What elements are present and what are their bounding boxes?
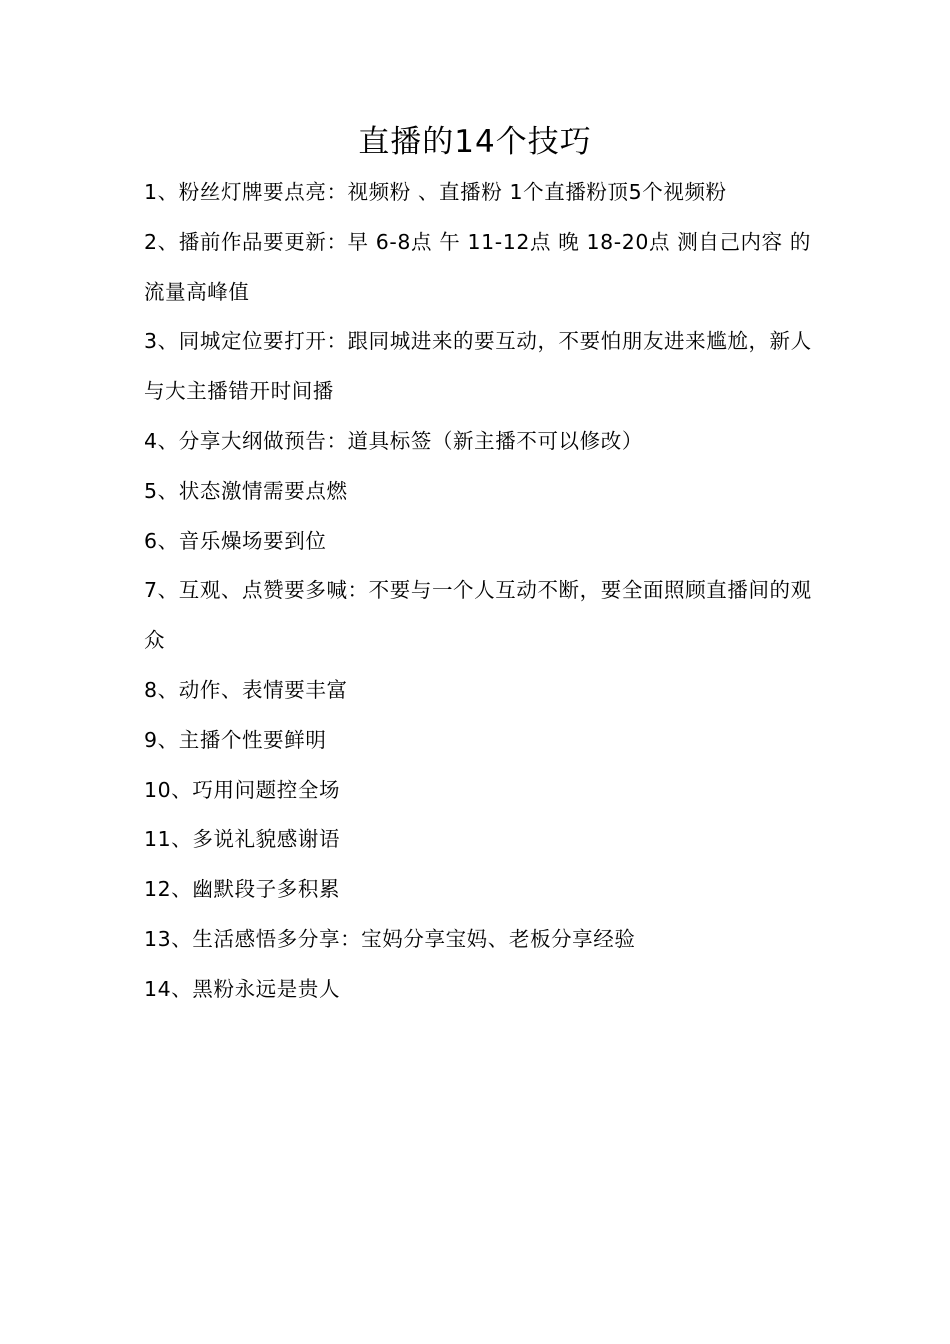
tip-item-8: 8、动作、表情要丰富 [144, 677, 348, 702]
tip-item-13: 13、生活感悟多分享：宝妈分享宝妈、老板分享经验 [144, 926, 636, 951]
tip-item-1: 1、粉丝灯牌要点亮：视频粉 、直播粉 1个直播粉顶5个视频粉 [144, 180, 727, 204]
page-title: 直播的14个技巧 [358, 124, 592, 160]
tip-item-3: 3、同城定位要打开：跟同城进来的要互动，不要怕朋友进来尴尬，新人与大主播错开时间播 [144, 329, 812, 404]
tip-item-7: 7、互观、点赞要多喊：不要与一个人互动不断，要全面照顾直播间的观众 [144, 578, 812, 653]
tip-item-9: 9、主播个性要鲜明 [144, 727, 327, 752]
tip-item-10: 10、巧用问题控全场 [144, 777, 341, 802]
tip-item-5: 5、状态激情需要点燃 [144, 478, 348, 503]
tip-item-11: 11、多说礼貌感谢语 [144, 827, 341, 852]
tip-item-4: 4、分享大纲做预告：道具标签（新主播不可以修改） [144, 428, 643, 453]
tip-item-6: 6、音乐燥场要到位 [144, 528, 327, 553]
tips-list [144, 168, 816, 1015]
tip-item-14: 14、黑粉永远是贵人 [144, 976, 341, 1001]
tip-item-12: 12、幽默段子多积累 [144, 877, 341, 902]
tip-item-2: 2、播前作品要更新：早 6-8点 午 11-12点 晚 18-20点 测自己内容 的流量高峰值 [144, 229, 811, 304]
